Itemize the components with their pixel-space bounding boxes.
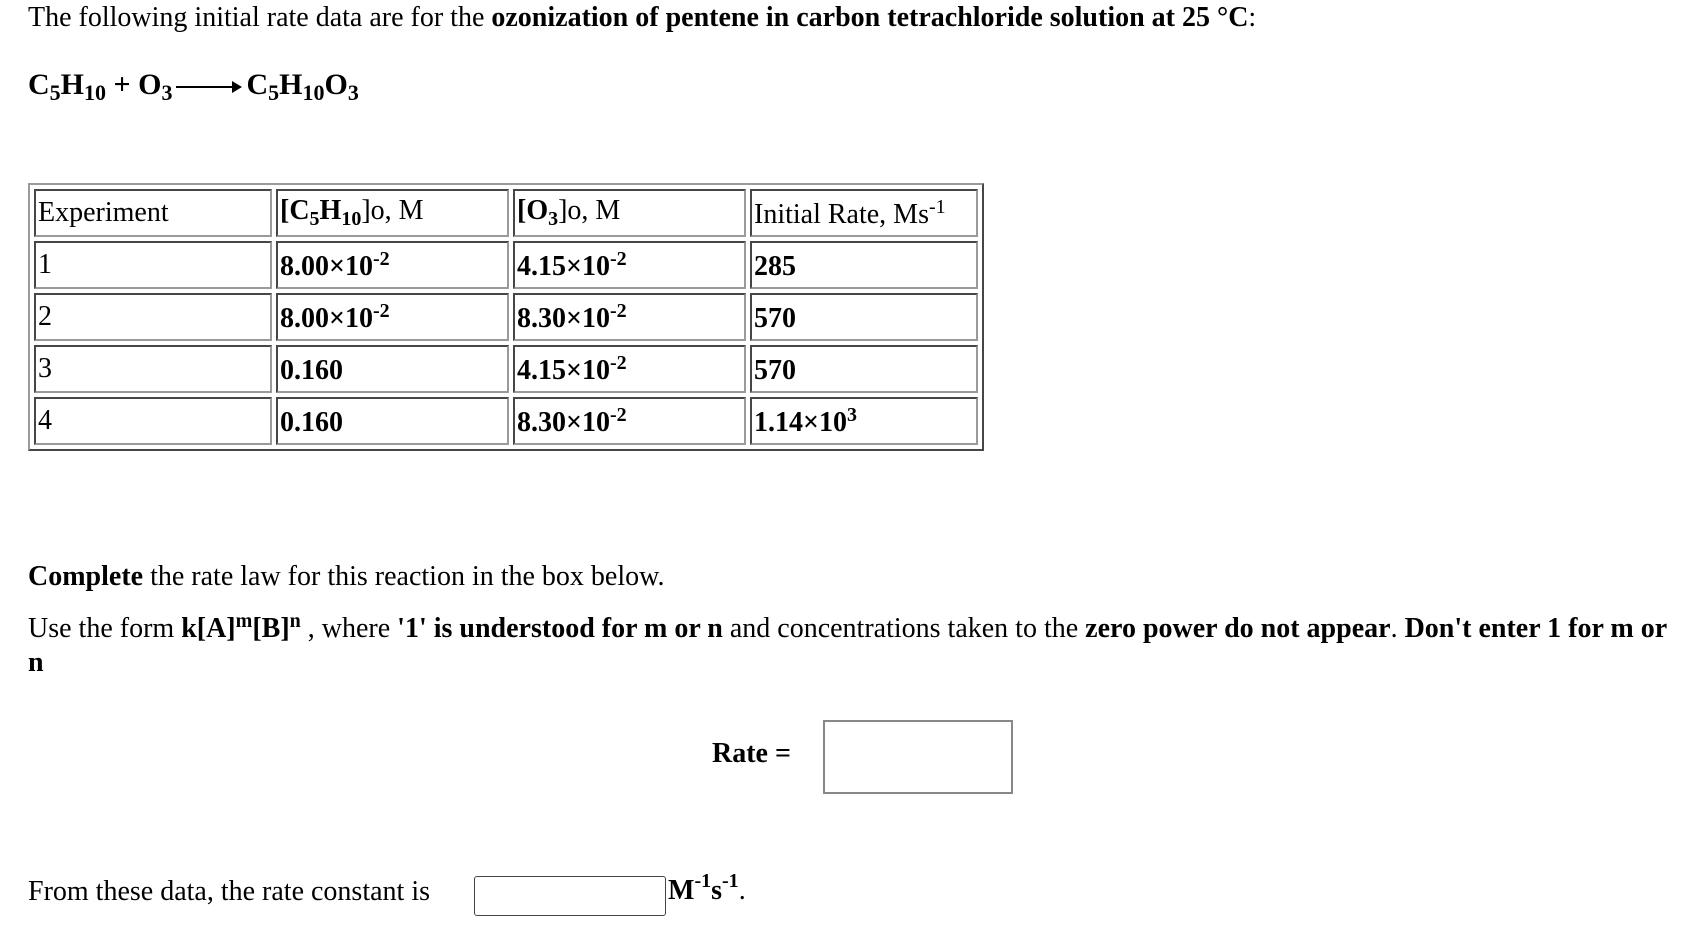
rate-constant-unit — [668, 870, 746, 907]
intro-bold: ozonization of pentene in carbon tetrachloride solution at 25 °C — [491, 2, 1249, 33]
header-initial-rate — [750, 189, 978, 237]
header-pentene-sub1: 5 — [309, 208, 320, 230]
cell-rate — [750, 241, 978, 289]
cell-pentene — [276, 241, 509, 289]
unit-m-exp: -1 — [694, 870, 712, 892]
form-n: n — [289, 610, 301, 632]
rate-data-table — [28, 183, 984, 451]
unit-m: M — [668, 875, 695, 906]
table-row — [34, 293, 978, 341]
cell-pentene — [276, 293, 509, 341]
cell-pentene-exp: -2 — [372, 299, 390, 322]
header-experiment-text: Experiment — [38, 197, 169, 228]
header-ozone-sub: 3 — [548, 208, 559, 230]
cell-pentene — [276, 345, 509, 393]
cell-ozone — [513, 397, 746, 445]
cell-ozone-base: 8.30×10 — [517, 406, 610, 438]
header-ozone-post: ]o, M — [558, 195, 621, 226]
instruction-period: . — [1390, 613, 1405, 644]
cell-ozone — [513, 293, 746, 341]
header-ozone — [513, 189, 746, 237]
cell-rate — [750, 345, 978, 393]
form-m: m — [235, 610, 253, 632]
header-pentene — [276, 189, 509, 237]
form-k: k[A] — [181, 613, 236, 644]
instruction-bold2: zero power do not appear — [1085, 613, 1391, 644]
cell-experiment: 1 — [34, 241, 272, 289]
cell-ozone-base: 4.15×10 — [517, 250, 610, 282]
header-rate-pre: Initial Rate, Ms — [754, 198, 929, 230]
header-pentene-mid: H — [319, 195, 342, 226]
cell-rate-exp: 3 — [846, 403, 857, 426]
cell-rate — [750, 293, 978, 341]
eq-r2-o-sub: 3 — [161, 80, 173, 105]
rate-law-input[interactable] — [823, 720, 1013, 794]
instruction-line-1 — [28, 561, 665, 593]
rate-constant-label: From these data, the rate constant is — [28, 876, 430, 907]
eq-plus: + — [113, 68, 131, 101]
cell-ozone — [513, 241, 746, 289]
cell-ozone-exp: -2 — [609, 247, 627, 270]
cell-experiment: 4 — [34, 397, 272, 445]
cell-ozone-base: 8.30×10 — [517, 302, 610, 334]
header-pentene-pre: [C — [280, 195, 310, 226]
header-experiment — [34, 189, 272, 237]
eq-r2-o: O — [138, 68, 162, 101]
form-b: [B] — [252, 613, 290, 644]
header-rate-sup: -1 — [928, 195, 946, 218]
eq-r1-h-sub: 10 — [84, 80, 107, 105]
cell-rate — [750, 397, 978, 445]
eq-p-o: O — [324, 68, 348, 101]
table-header-row — [34, 189, 978, 237]
instruction-line-2 — [28, 604, 1688, 680]
eq-p-h: H — [279, 68, 303, 101]
eq-r1-h: H — [60, 68, 85, 101]
eq-p-c: C — [246, 68, 269, 101]
cell-pentene-base: 0.160 — [280, 406, 343, 438]
cell-ozone-exp: -2 — [609, 351, 627, 374]
cell-rate-base: 1.14×10 — [754, 406, 847, 438]
cell-pentene-base: 8.00×10 — [280, 250, 373, 282]
reaction-arrow-icon — [176, 82, 242, 92]
instruction-use-form: Use the form — [28, 613, 182, 644]
eq-r1-c: C — [28, 68, 50, 101]
unit-end: . — [738, 875, 746, 906]
cell-ozone-base: 4.15×10 — [517, 354, 610, 386]
cell-ozone-exp: -2 — [609, 299, 627, 322]
cell-ozone-exp: -2 — [609, 403, 627, 426]
table-row — [34, 397, 978, 445]
cell-rate-base: 570 — [754, 302, 796, 334]
eq-p-o-sub: 3 — [347, 80, 359, 105]
cell-pentene — [276, 397, 509, 445]
header-ozone-pre: [O — [517, 195, 549, 226]
intro-suffix: : — [1248, 2, 1257, 33]
intro-prefix: The following initial rate data are for the — [28, 2, 492, 33]
cell-experiment: 3 — [34, 345, 272, 393]
eq-p-c-sub: 5 — [268, 80, 280, 105]
cell-pentene-base: 8.00×10 — [280, 302, 373, 334]
cell-pentene-base: 0.160 — [280, 354, 343, 386]
instruction-line1-rest: the rate law for this reaction in the box below. — [143, 561, 665, 592]
table-row — [34, 241, 978, 289]
instruction-where: , where — [300, 613, 398, 644]
cell-ozone — [513, 345, 746, 393]
reaction-equation — [28, 68, 359, 105]
rate-constant-input[interactable] — [474, 876, 666, 916]
instruction-concentrations: and concentrations taken to the — [722, 613, 1086, 644]
table-row — [34, 345, 978, 393]
instruction-bold3: Don't enter 1 for m or n — [28, 613, 1667, 678]
unit-s: s — [711, 875, 723, 906]
instruction-bold1: '1' is understood for m or n — [397, 613, 723, 644]
cell-experiment: 2 — [34, 293, 272, 341]
cell-rate-base: 570 — [754, 354, 796, 386]
rate-label: Rate = — [712, 738, 791, 769]
header-pentene-sub2: 10 — [341, 208, 362, 230]
cell-rate-base: 285 — [754, 250, 796, 282]
unit-s-exp: -1 — [722, 870, 739, 892]
eq-p-h-sub: 10 — [302, 80, 325, 105]
instruction-complete: Complete — [28, 561, 144, 592]
intro-text — [28, 2, 1256, 34]
eq-r1-c-sub: 5 — [49, 80, 61, 105]
header-pentene-post: ]o, M — [361, 195, 424, 226]
cell-pentene-exp: -2 — [372, 247, 390, 270]
